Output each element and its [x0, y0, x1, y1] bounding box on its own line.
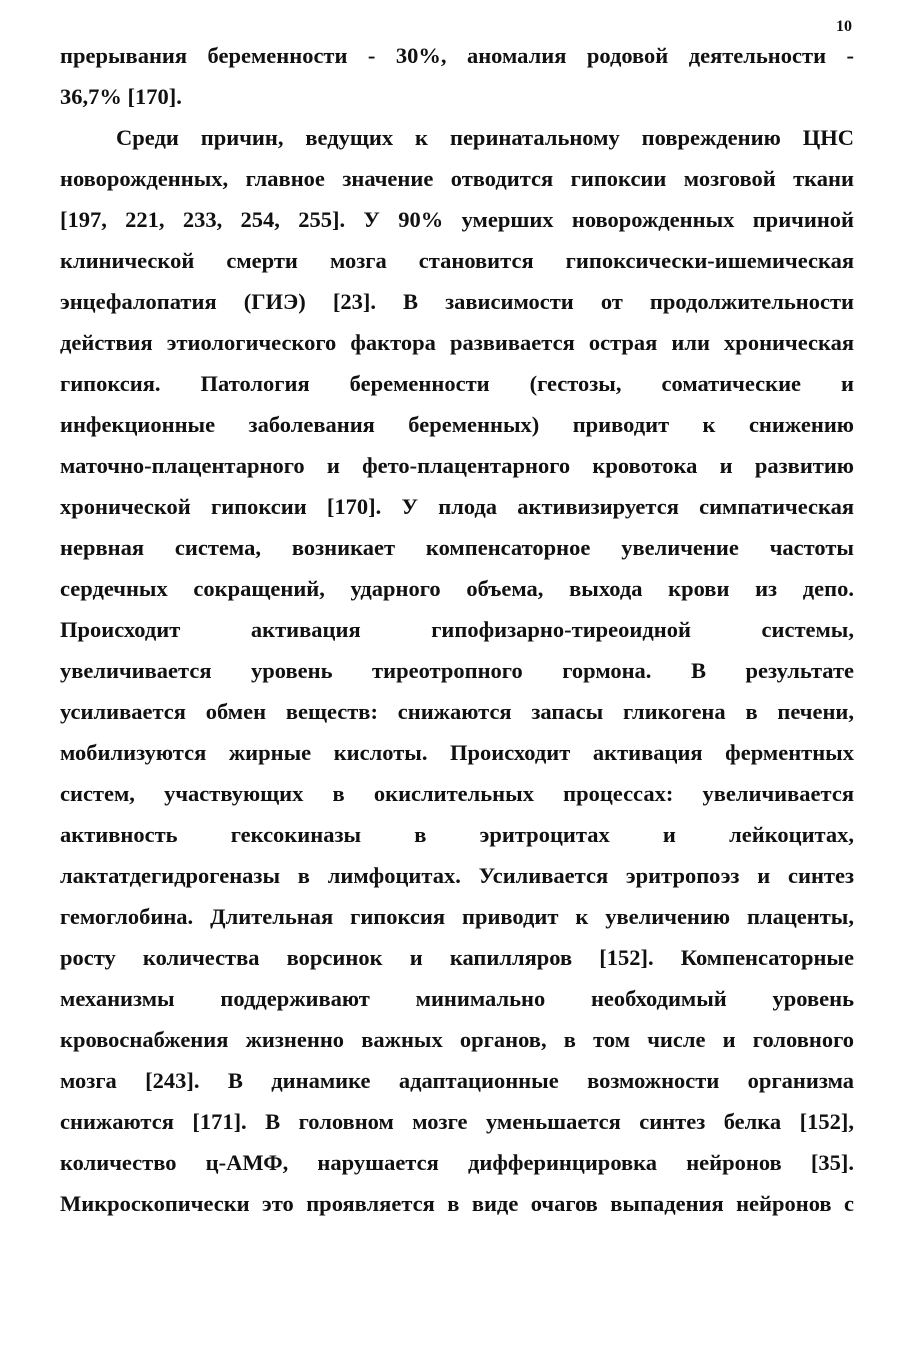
paragraph-first-line: Среди причин, ведущих к перинатальному повреждению ЦНС — [116, 125, 854, 150]
text-line: усиливается обмен веществ: снижаются запасы гликогена в печени, — [60, 699, 854, 724]
text-line: гемоглобина. Длительная гипоксия приводит к увеличению плаценты, — [60, 904, 854, 929]
text-line: количество ц-АМФ, нарушается дифферинцировка нейронов [35]. — [60, 1150, 854, 1175]
text-line: клинической смерти мозга становится гипоксически-ишемическая — [60, 248, 854, 273]
page-number: 10 — [836, 18, 852, 35]
text-line: нервная система, возникает компенсаторное увеличение частоты — [60, 535, 854, 560]
text-line: хронической гипоксии [170]. У плода активизируется симпатическая — [60, 494, 854, 519]
text-line: механизмы поддерживают минимально необходимый уровень — [60, 986, 854, 1011]
text-line: лактатдегидрогеназы в лимфоцитах. Усиливается эритропоэз и синтез — [60, 863, 854, 888]
text-line: мобилизуются жирные кислоты. Происходит активация ферментных — [60, 740, 854, 765]
text-line: увеличивается уровень тиреотропного гормона. В результате — [60, 658, 854, 683]
text-line: кровоснабжения жизненно важных органов, в том числе и головного — [60, 1027, 854, 1052]
text-line: прерывания беременности - 30%, аномалия родовой деятельности - — [60, 43, 854, 68]
text-line: 36,7% [170]. — [60, 84, 182, 109]
text-line: действия этиологического фактора развивается острая или хроническая — [60, 330, 854, 355]
text-line: инфекционные заболевания беременных) приводит к снижению — [60, 412, 854, 437]
text-line: Микроскопически это проявляется в виде очагов выпадения нейронов с — [60, 1191, 854, 1216]
text-line: гипоксия. Патология беременности (гестозы, соматические и — [60, 371, 854, 396]
text-line: снижаются [171]. В головном мозге уменьшается синтез белка [152], — [60, 1109, 854, 1134]
text-line: росту количества ворсинок и капилляров [152]. Компенсаторные — [60, 945, 854, 970]
text-line: сердечных сокращений, ударного объема, выхода крови из депо. — [60, 576, 854, 601]
text-line: новорожденных, главное значение отводится гипоксии мозговой ткани — [60, 166, 854, 191]
text-line: систем, участвующих в окислительных процессах: увеличивается — [60, 781, 854, 806]
text-line: маточно-плацентарного и фето-плацентарного кровотока и развитию — [60, 453, 854, 478]
text-line: Происходит активация гипофизарно-тиреоидной системы, — [60, 617, 854, 642]
text-line: [197, 221, 233, 254, 255]. У 90% умерших новорожденных причиной — [60, 207, 854, 232]
text-line: мозга [243]. В динамике адаптационные возможности организма — [60, 1068, 854, 1093]
text-line: энцефалопатия (ГИЭ) [23]. В зависимости от продолжительности — [60, 289, 854, 314]
text-line: активность гексокиназы в эритроцитах и лейкоцитах, — [60, 822, 854, 847]
